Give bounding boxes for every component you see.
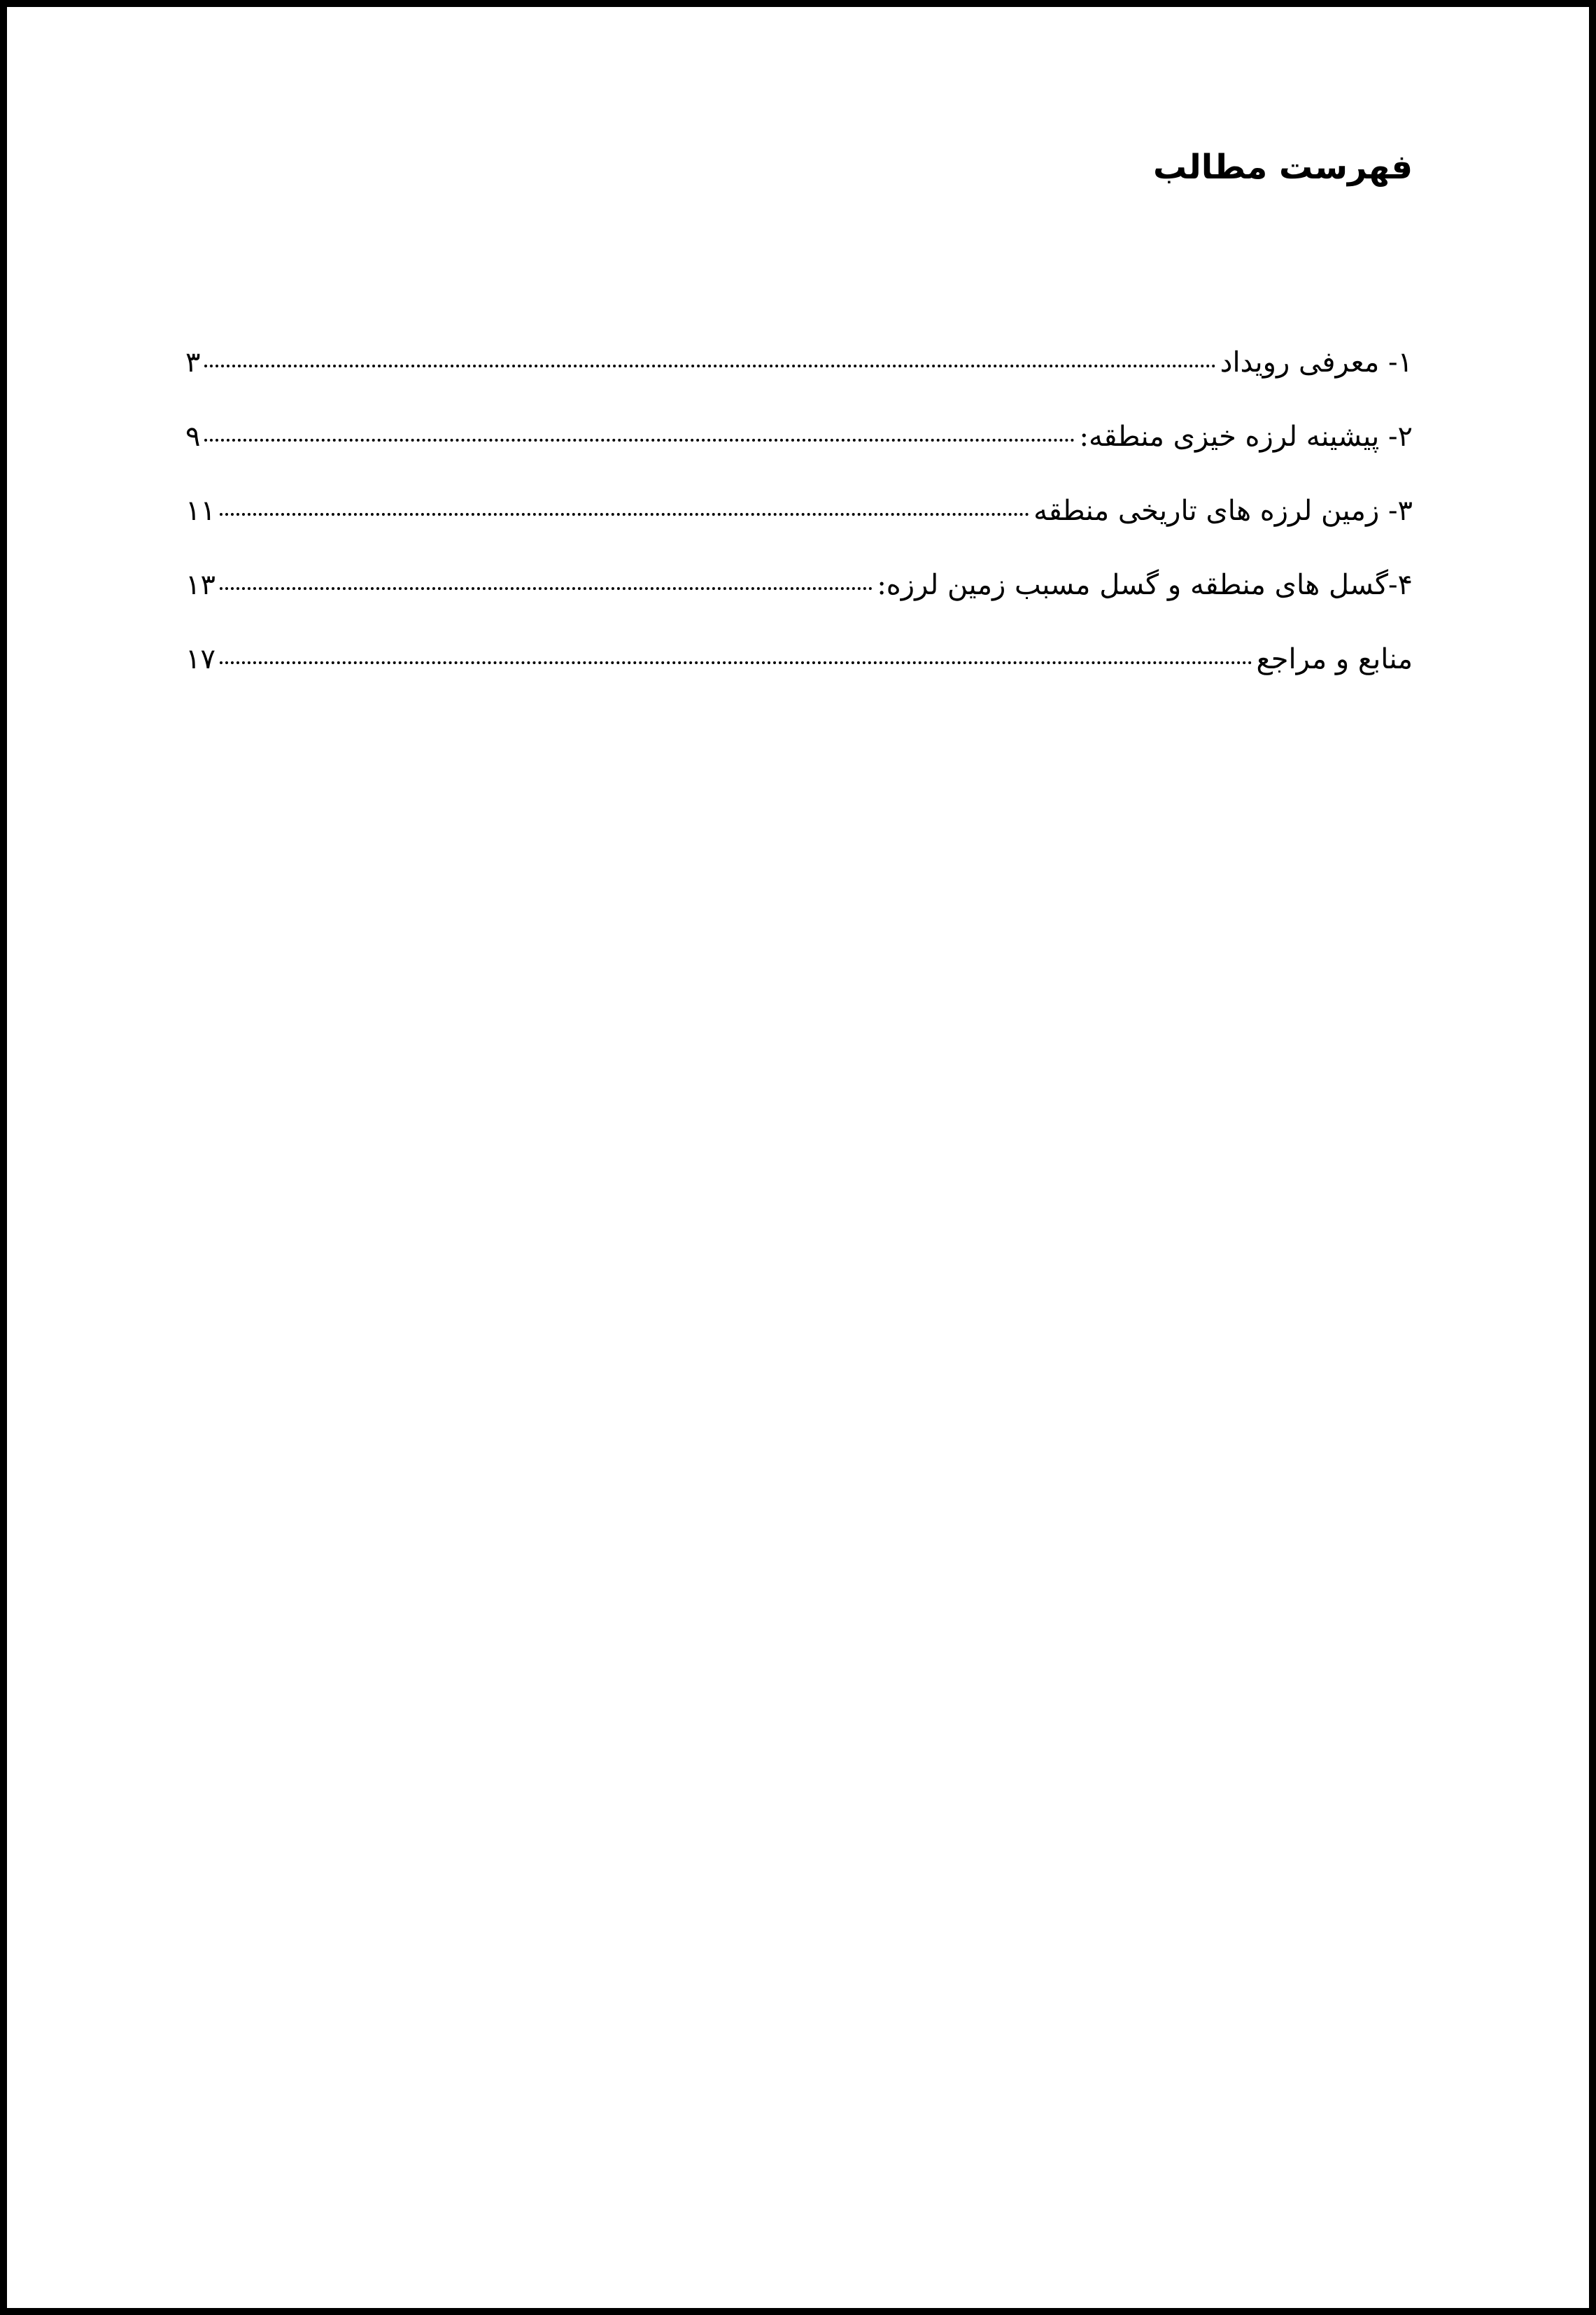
table-of-contents — [185, 346, 1413, 717]
toc-page-number: ۹ — [185, 421, 201, 453]
dot-leader — [204, 439, 1075, 442]
toc-entry-title: ۳- زمین لرزه های تاریخی منطقه — [1033, 495, 1413, 527]
toc-entry-title: ۴-گسل های منطقه و گسل مسبب زمین لرزه: — [877, 569, 1413, 601]
toc-entry-event-introduction[interactable] — [185, 346, 1413, 421]
toc-entry-title: ۱- معرفی رویداد — [1220, 346, 1413, 379]
toc-page-number: ۳ — [185, 346, 201, 379]
toc-page-number: ۱۷ — [185, 643, 216, 675]
page-title: فهرست مطالب — [1152, 148, 1413, 187]
dot-leader — [220, 587, 873, 590]
toc-entry-references[interactable] — [185, 643, 1413, 717]
dot-leader — [220, 661, 1252, 664]
toc-page-number: ۱۳ — [185, 569, 216, 601]
toc-entry-historical-earthquakes[interactable] — [185, 495, 1413, 569]
dot-leader — [220, 513, 1029, 516]
toc-page-number: ۱۱ — [185, 495, 216, 527]
toc-entry-seismicity-history[interactable] — [185, 421, 1413, 495]
toc-entry-title: منابع و مراجع — [1256, 643, 1413, 675]
toc-entry-regional-faults[interactable] — [185, 569, 1413, 643]
dot-leader — [204, 365, 1215, 367]
toc-entry-title: ۲- پیشینه لرزه خیزی منطقه: — [1079, 421, 1413, 453]
